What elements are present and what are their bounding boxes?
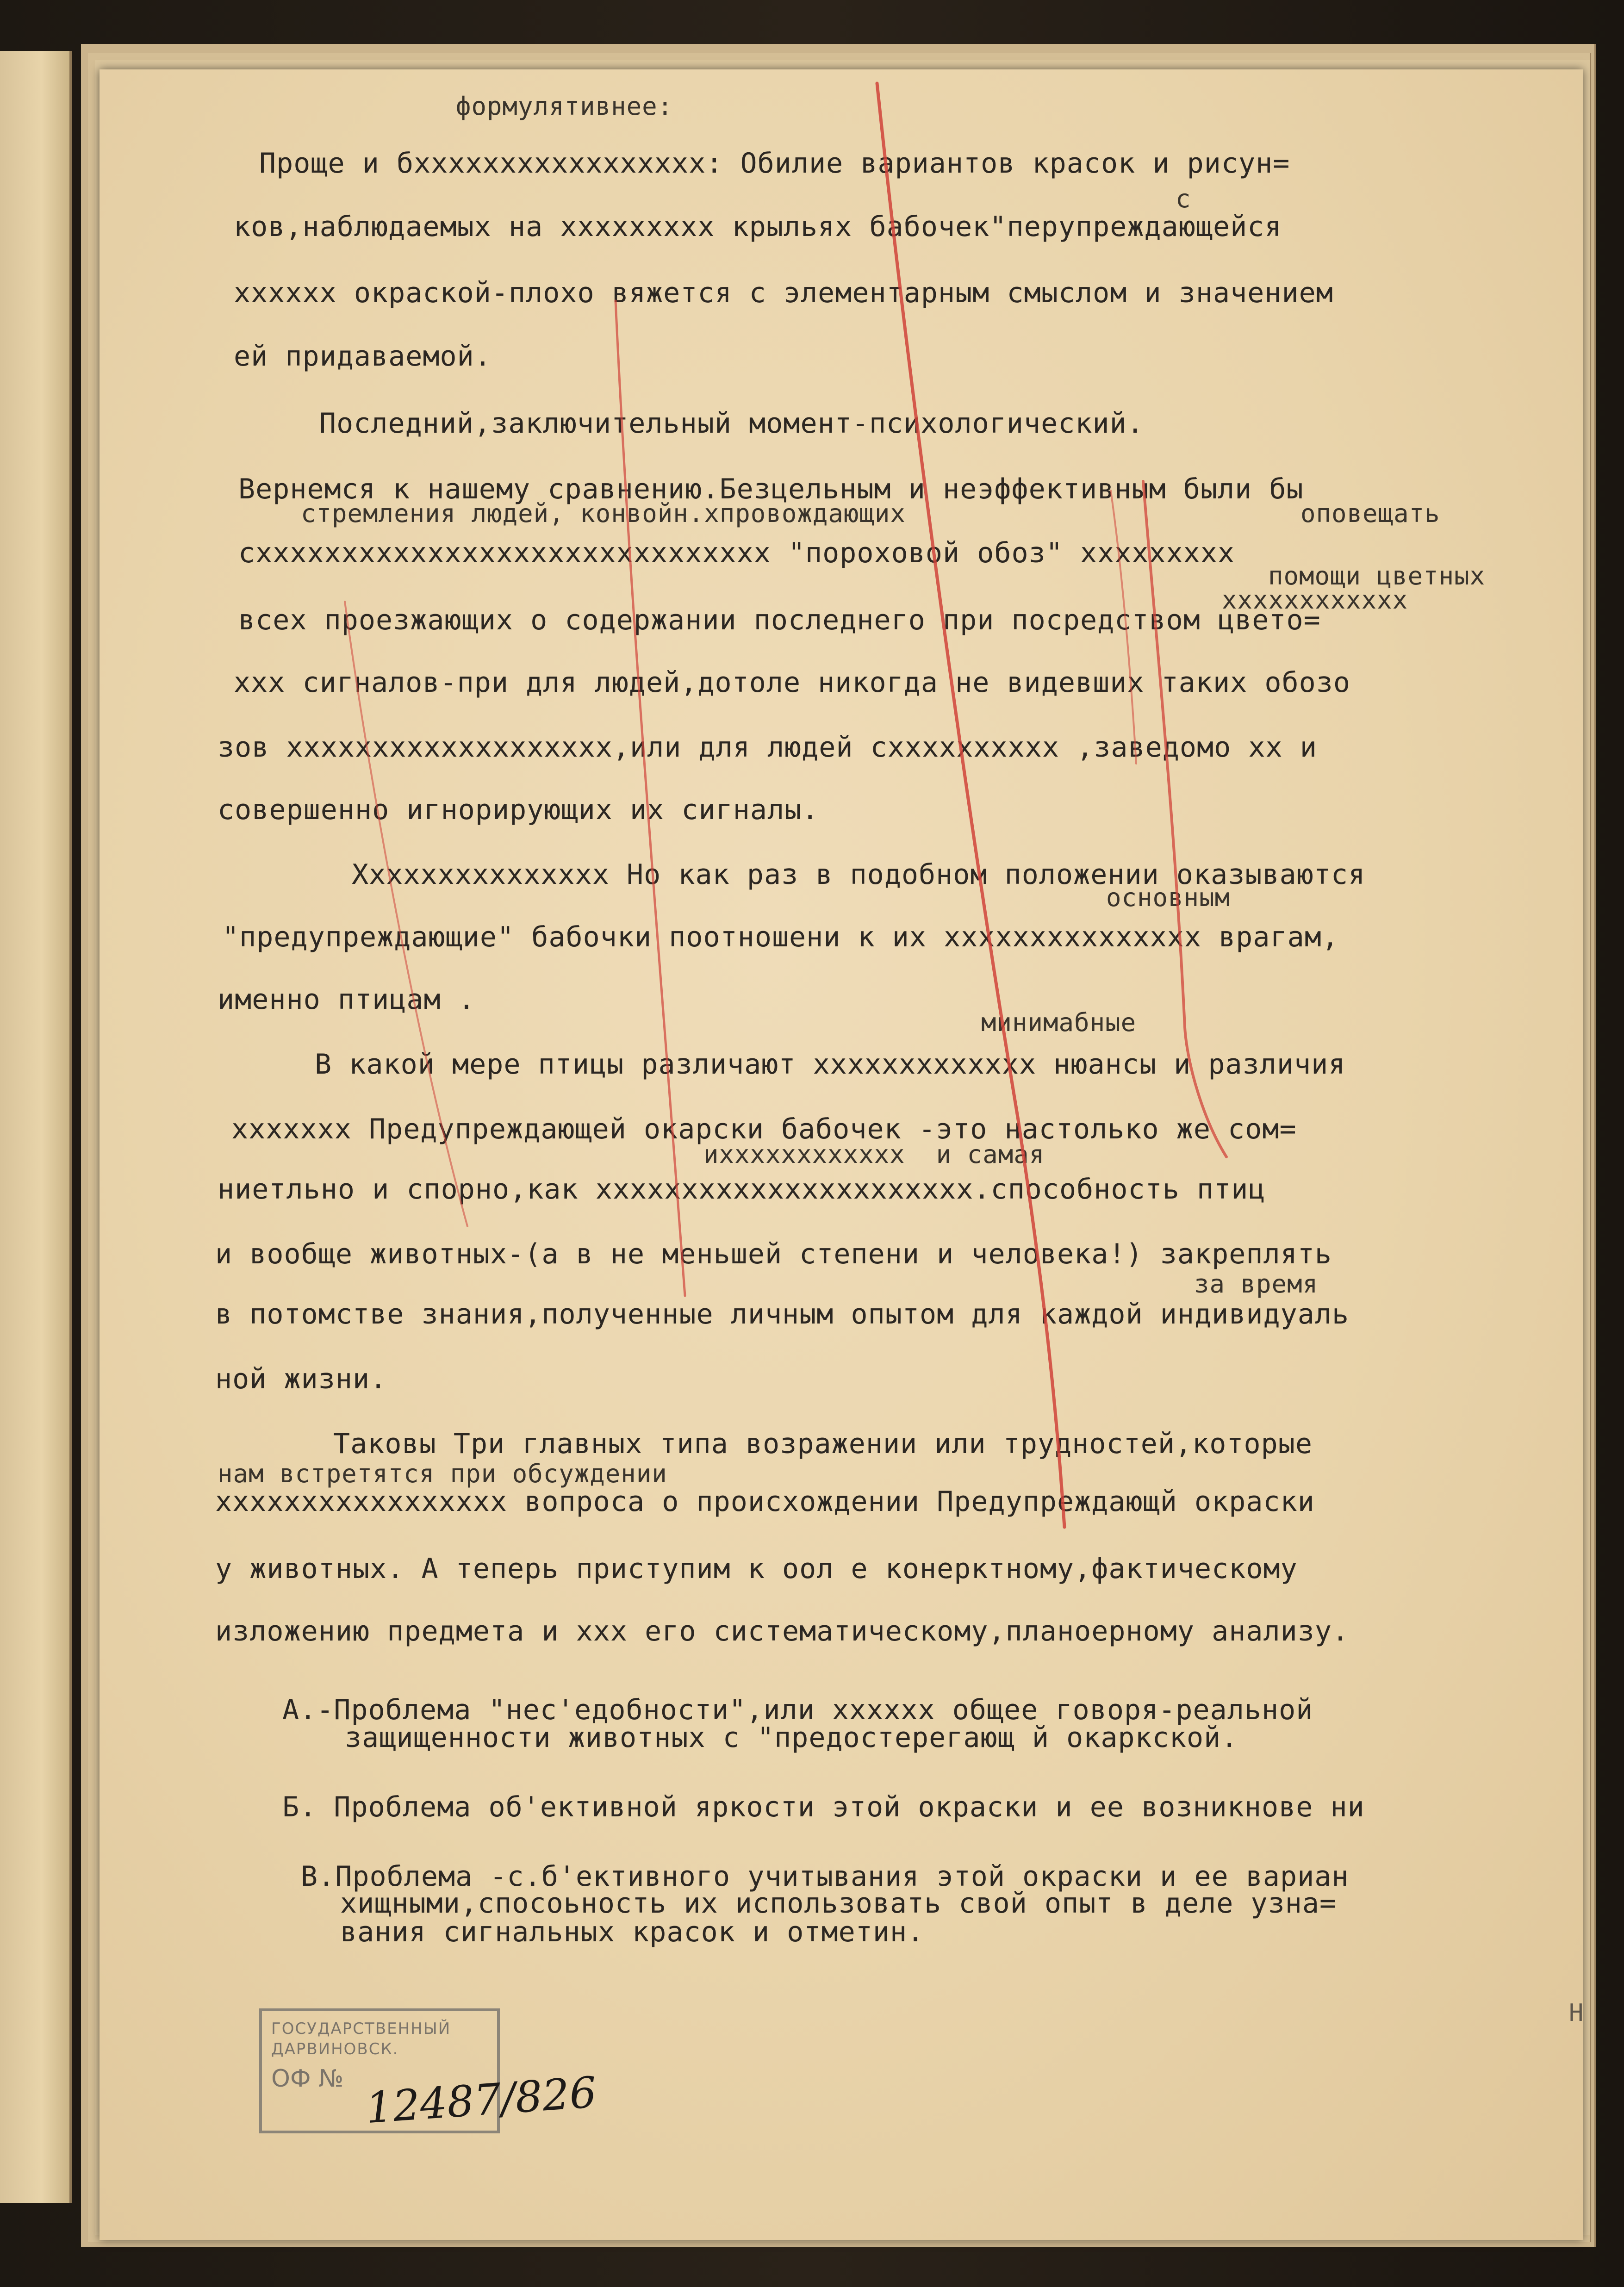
interlinear-insertion: формулятивнее:: [456, 92, 673, 121]
text-line: Последний,заключительный момент-психологический.: [319, 407, 1144, 440]
list-item: А.-Проблема "нес'едобности",или xxxxxx общее говоря-реальной: [282, 1694, 1313, 1726]
text-line: у животных. А теперь приступим к оол е конерктному,фактическому: [215, 1553, 1298, 1585]
page-edge-mark: Н: [1569, 1999, 1584, 2027]
text-line: "предупреждающие" бабочки поотношени к их xxxxxxxxxxxxxxx врагам,: [222, 921, 1339, 953]
text-line: ей придаваемой.: [234, 340, 492, 373]
text-line: В какой мере птицы различают xxxxxxxxxxxxx нюансы и различия: [315, 1048, 1346, 1081]
list-item-continuation: защищенности животных с "предостерегающ й окаркской.: [345, 1721, 1238, 1754]
text-line: Xxxxxxxxxxxxxxx Но как раз в подобном положении оказываются: [352, 858, 1366, 891]
list-item: В.Проблема -с.б'ективного учитывания этой окраски и ее вариан: [301, 1860, 1349, 1893]
interlinear-insertion: с: [1176, 184, 1191, 213]
stamp-museum: ДАРВИНОВСК.: [271, 2040, 399, 2058]
list-item-continuation: вания сигнальных красок и отметин.: [340, 1916, 925, 1948]
text-line: Вернемся к нашему сравнению.Безцельным и неэффективным были бы: [238, 473, 1304, 505]
text-line: сxxxxxxxxxxxxxxxxxxxxxxxxxxxxxx "пороховой обоз" xxxxxxxxx: [238, 537, 1235, 569]
text-line: зов xxxxxxxxxxxxxxxxxxx,или для людей сxxxxxxxxxx ,заведомо xx и: [218, 731, 1317, 764]
interlinear-insertion: помощи цветных: [1268, 561, 1486, 590]
text-line: ной жизни.: [215, 1363, 387, 1395]
interlinear-insertion: основным: [1106, 883, 1231, 912]
interlinear-insertion: xxxxxxxxxxxx: [1222, 585, 1408, 615]
text-line: именно птицам .: [218, 983, 475, 1016]
list-item-continuation: хищными,спосоьность их использовать свой опыт в деле узна=: [340, 1887, 1337, 1920]
text-line: xxxxxxx Предупреждающей окарски бабочек -это настолько же сом=: [231, 1113, 1297, 1145]
text-line: изложению предмета и xxx его систематическому,планоерному анализу.: [215, 1615, 1350, 1647]
interlinear-insertion: минимабные: [981, 1008, 1137, 1037]
inventory-number: 12487/826: [364, 2067, 598, 2133]
interlinear-insertion: за время: [1194, 1269, 1319, 1299]
text-line: и вообще животных-(а в не меньшей степени и человека!) закреплять: [215, 1238, 1332, 1270]
text-line: Таковы Три главных типа возражении или трудностей,которые: [333, 1428, 1313, 1460]
interlinear-insertion: нам встретятся при обсуждении: [218, 1459, 667, 1488]
stamp-institution: ГОСУДАРСТВЕННЫЙ: [271, 2020, 451, 2038]
text-line: Проще и бxxxxxxxxxxxxxxxxx: Обилие вариантов красок и рисун=: [259, 147, 1290, 180]
interlinear-insertion: стремления людей, конвойн.xпровождающих: [301, 499, 906, 528]
list-item: Б. Проблема об'ективной яркости этой окраски и ее возникнове ни: [282, 1791, 1365, 1823]
text-line: xxxxxxxxxxxxxxxxx вопроса о происхождении Предупреждающй окраски: [215, 1485, 1315, 1518]
text-line: совершенно игнорирующих их сигналы.: [218, 794, 819, 826]
text-line: ниетльно и спорно,как xxxxxxxxxxxxxxxxxxxxxx.способность птиц: [218, 1173, 1266, 1206]
text-line: xxx сигналов-при для людей,дотоле никогда не видевших таких обозо: [234, 666, 1350, 699]
interlinear-insertion: иxxxxxxxxxxxx и самая: [703, 1140, 1045, 1169]
text-line: ков,наблюдаемых на xxxxxxxxx крыльях бабочек"перупреждающейся: [234, 211, 1282, 243]
text-line: xxxxxx окраской-плохо вяжется с элементарным смыслом и значением: [234, 277, 1333, 309]
text-line: всех проезжающих о содержании последнего при посредством цвето=: [238, 604, 1321, 636]
interlinear-insertion: оповещать: [1300, 499, 1440, 528]
text-line: в потомстве знания,полученные личным опытом для каждой индивидуаль: [215, 1298, 1350, 1330]
stamp-fund-number-label: ОФ №: [271, 2065, 344, 2093]
